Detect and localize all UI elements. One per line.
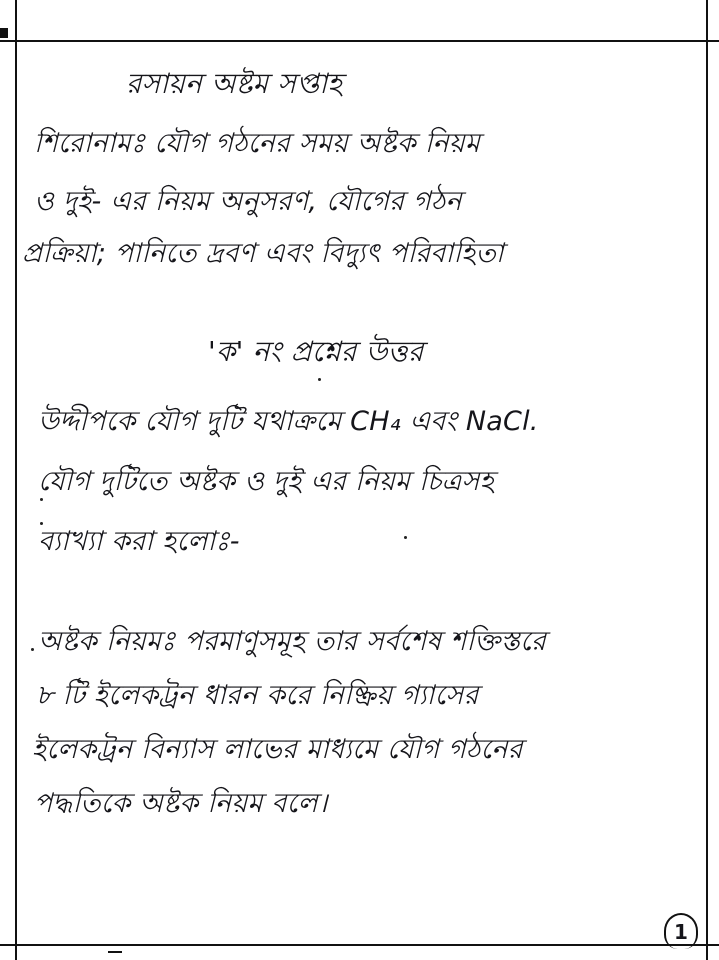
section-heading: 'ক' নং প্রশ্নের উত্তর [208,335,424,368]
top-rule [0,40,719,42]
ink-dot [40,498,43,501]
bottom-dash [108,951,122,953]
subject-line-1: শিরোনামঃ যৌগ গঠনের সময় অষ্টক নিয়ম [34,128,481,159]
ink-dot [40,522,43,525]
page-title: রসায়ন অষ্টম সপ্তাহ [126,67,343,100]
page-number: 1 [664,913,698,949]
ink-dot [404,536,407,539]
bottom-rule [0,944,719,946]
definition-line-3: ইলেকট্রন বিন্যাস লাভের মাধ্যমে যৌগ গঠনের [32,734,523,765]
right-margin-rule [706,0,708,960]
subject-line-2: ও দুই- এর নিয়ম অনুসরণ, যৌগের গঠন [34,186,462,217]
definition-line-4: পদ্ধতিকে অষ্টক নিয়ম বলে। [34,788,328,819]
definition-line-1: অষ্টক নিয়মঃ পরমাণুসমূহ তার সর্বশেষ শক্তিস্তরে [38,626,547,657]
corner-mark [0,28,8,38]
answer-line-1: উদ্দীপকে যৌগ দুটি যথাক্রমে CH₄ এবং NaCl. [38,406,539,437]
subject-line-3: প্রক্রিয়া; পানিতে দ্রবণ এবং বিদ্যুৎ পরিবাহিতা [22,238,504,269]
ink-dot [318,378,321,381]
answer-line-2: যৌগ দুটিতে অষ্টক ও দুই এর নিয়ম চিত্রসহ [38,466,494,497]
answer-line-3: ব্যাখ্যা করা হলোঃ- [38,526,240,557]
left-margin-rule [15,0,17,960]
ink-dot [31,648,34,651]
definition-line-2: ৮ টি ইলেকট্রন ধারন করে নিষ্ক্রিয় গ্যাসের [36,680,479,711]
